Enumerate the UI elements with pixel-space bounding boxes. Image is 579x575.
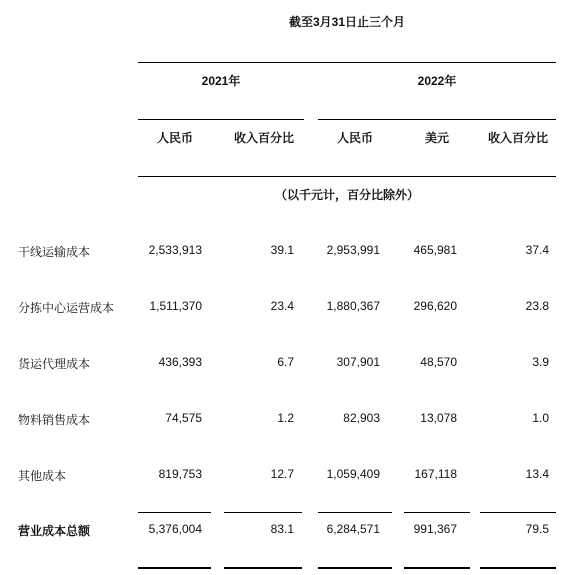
cell-usd-2022: 465,981 (413, 243, 457, 257)
double-rule (138, 567, 211, 569)
year-2021-rule (138, 119, 304, 120)
cell-rmb-2022: 1,880,367 (326, 299, 380, 313)
cell-pct-2022: 1.0 (532, 411, 549, 425)
total-pct-2021: 83.1 (270, 522, 294, 536)
cell-rmb-2021: 819,753 (158, 467, 202, 481)
cell-rmb-2022: 1,059,409 (326, 467, 380, 481)
cell-pct-2021: 12.7 (270, 467, 294, 481)
total-rmb-2021: 5,376,004 (148, 522, 202, 536)
row-label: 分拣中心运营成本 (18, 301, 115, 315)
row-label: 干线运输成本 (18, 245, 91, 259)
cell-pct-2021: 23.4 (270, 299, 294, 313)
total-pct-2022: 79.5 (525, 522, 549, 536)
header-rule (138, 62, 556, 63)
cell-rmb-2022: 82,903 (343, 411, 380, 425)
columns-rule (138, 176, 556, 177)
cell-rmb-2021: 436,393 (158, 355, 202, 369)
cell-pct-2022: 23.8 (525, 299, 549, 313)
col-usd-2022: 美元 (424, 131, 449, 145)
total-label: 营业成本总额 (18, 524, 91, 538)
period-header: 截至3月31日止三个月 (288, 15, 406, 29)
double-rule (224, 567, 302, 569)
cell-pct-2022: 37.4 (525, 243, 549, 257)
cell-usd-2022: 296,620 (413, 299, 457, 313)
cell-rmb-2022: 2,953,991 (326, 243, 380, 257)
total-rule (404, 512, 470, 513)
cell-pct-2021: 1.2 (277, 411, 294, 425)
total-rmb-2022: 6,284,571 (326, 522, 380, 536)
total-rule (224, 512, 302, 513)
total-rule (138, 512, 211, 513)
units-note: （以千元计，百分比除外） (274, 188, 419, 202)
col-rmb-2022: 人民币 (336, 131, 373, 145)
cell-rmb-2021: 74,575 (165, 411, 202, 425)
cell-rmb-2021: 1,511,370 (149, 299, 202, 313)
cell-rmb-2021: 2,533,913 (148, 243, 202, 257)
row-label: 货运代理成本 (18, 357, 91, 371)
year-2021-heading: 2021年 (201, 74, 241, 88)
double-rule (480, 567, 556, 569)
year-2022-heading: 2022年 (417, 74, 457, 88)
cell-usd-2022: 13,078 (420, 411, 457, 425)
cell-usd-2022: 48,570 (420, 355, 457, 369)
cell-usd-2022: 167,118 (414, 467, 457, 481)
total-usd-2022: 991,367 (413, 522, 457, 536)
cell-pct-2022: 13.4 (525, 467, 549, 481)
double-rule (404, 567, 470, 569)
cell-pct-2021: 6.7 (277, 355, 294, 369)
cell-rmb-2022: 307,901 (336, 355, 380, 369)
total-rule (480, 512, 556, 513)
cell-pct-2022: 3.9 (532, 355, 549, 369)
row-label: 物料销售成本 (18, 413, 91, 427)
col-rmb-2021: 人民币 (156, 131, 193, 145)
cell-pct-2021: 39.1 (270, 243, 294, 257)
year-2022-rule (318, 119, 556, 120)
col-pct-2022: 收入百分比 (487, 131, 548, 145)
total-rule (318, 512, 392, 513)
row-label: 其他成本 (18, 469, 67, 483)
double-rule (318, 567, 392, 569)
col-pct-2021: 收入百分比 (233, 131, 294, 145)
